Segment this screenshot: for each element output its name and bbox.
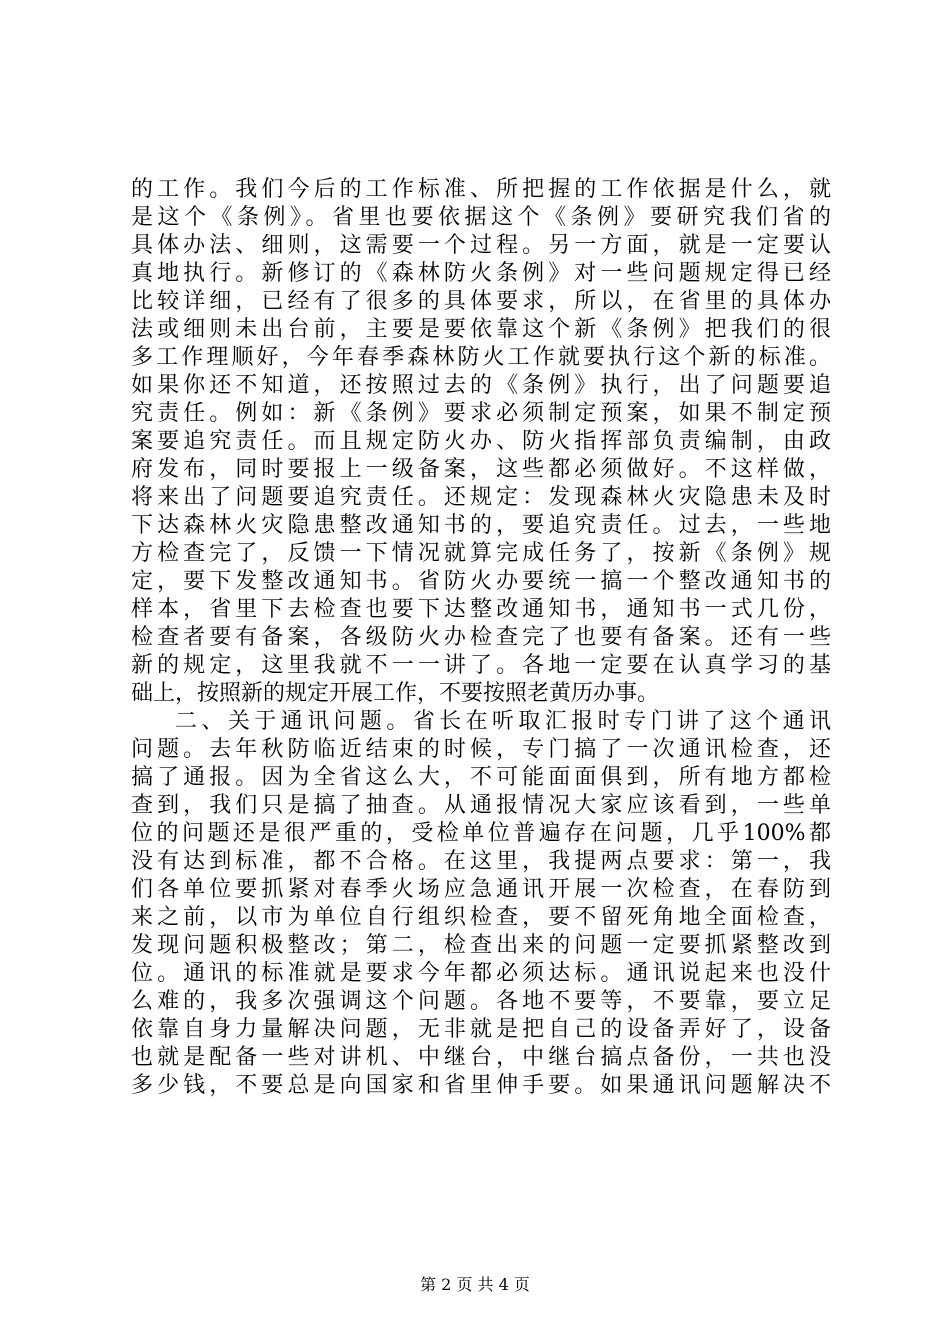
page-footer [0, 1275, 950, 1295]
text-line: 将来出了问题要追究责任。还规定：发现森林火灾隐患未及时 [131, 485, 831, 510]
text-line: 是这个《条例》。省里也要依据这个《条例》要研究我们省的 [131, 205, 831, 230]
text-line: 没有达到标准，都不合格。在这里，我提两点要求：第一，我 [131, 849, 831, 874]
text-line: 真地执行。新修订的《森林防火条例》对一些问题规定得已经 [131, 261, 831, 286]
text-line: 新的规定，这里我就不一一讲了。各地一定要在认真学习的基 [131, 653, 831, 678]
text-line: 多少钱，不要总是向国家和省里伸手要。如果通讯问题解决不 [131, 1073, 831, 1098]
text-line: 发现问题积极整改；第二，检查出来的问题一定要抓紧整改到 [131, 933, 831, 958]
text-line: 础上，按照新的规定开展工作，不要按照老黄历办事。 [131, 681, 660, 706]
text-line: 方检查完了，反馈一下情况就算完成任务了，按新《条例》规 [131, 541, 831, 566]
text-line: 比较详细，已经有了很多的具体要求，所以，在省里的具体办 [131, 289, 831, 314]
text-line: 问题。去年秋防临近结束的时候，专门搞了一次通讯检查，还 [131, 737, 831, 762]
text-line: 究责任。例如：新《条例》要求必须制定预案，如果不制定预 [131, 401, 831, 426]
text-line: 案要追究责任。而且规定防火办、防火指挥部负责编制，由政 [131, 429, 831, 454]
text-line: 也就是配备一些对讲机、中继台，中继台搞点备份，一共也没 [131, 1045, 831, 1070]
text-line: 具体办法、细则，这需要一个过程。另一方面，就是一定要认 [131, 233, 831, 258]
text-line: 查到，我们只是搞了抽查。从通报情况大家应该看到，一些单 [131, 793, 831, 818]
text-line: 依靠自身力量解决问题，无非就是把自己的设备弄好了，设备 [131, 1017, 831, 1042]
document-body [131, 176, 831, 1100]
text-line: 定，要下发整改通知书。省防火办要统一搞一个整改通知书的 [131, 569, 831, 594]
text-line: 搞了通报。因为全省这么大，不可能面面俱到，所有地方都检 [131, 765, 831, 790]
text-line: 样本，省里下去检查也要下达整改通知书，通知书一式几份， [131, 597, 831, 622]
text-line: 如果你还不知道，还按照过去的《条例》执行，出了问题要追 [131, 373, 831, 398]
text-line: 位。通讯的标准就是要求今年都必须达标。通讯说起来也没什 [131, 961, 831, 986]
text-line: 么难的，我多次强调这个问题。各地不要等，不要靠，要立足 [131, 989, 831, 1014]
text-line: 检查者要有备案，各级防火办检查完了也要有备案。还有一些 [131, 625, 831, 650]
text-line: 位的问题还是很严重的，受检单位普遍存在问题，几乎100%都 [131, 821, 831, 846]
text-line: 来之前，以市为单位自行组织检查，要不留死角地全面检查， [131, 905, 831, 930]
page-number: 第 2 页 共 4 页 [420, 1275, 530, 1294]
text-line: 的工作。我们今后的工作标准、所把握的工作依据是什么，就 [131, 177, 831, 202]
text-line: 下达森林火灾隐患整改通知书的，要追究责任。过去，一些地 [131, 513, 831, 538]
text-line: 们各单位要抓紧对春季火场应急通讯开展一次检查，在春防到 [131, 877, 831, 902]
text-line: 府发布，同时要报上一级备案，这些都必须做好。不这样做， [131, 457, 831, 482]
text-line: 多工作理顺好，今年春季森林防火工作就要执行这个新的标准。 [131, 345, 831, 370]
text-line: 法或细则未出台前，主要是要依靠这个新《条例》把我们的很 [131, 317, 831, 342]
section-heading-line: 二、关于通讯问题。省长在听取汇报时专门讲了这个通讯 [175, 709, 831, 734]
